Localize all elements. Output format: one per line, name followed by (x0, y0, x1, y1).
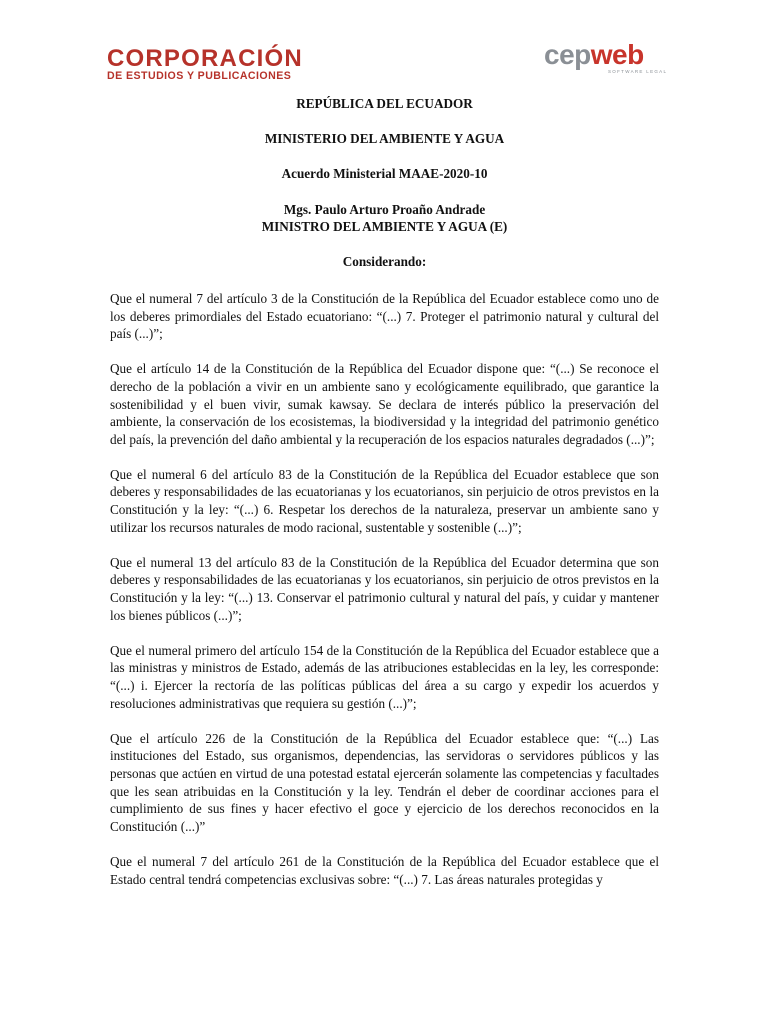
cepweb-logo-wordmark (544, 40, 644, 70)
heading-ministry: MINISTERIO DEL AMBIENTE Y AGUA (264, 131, 505, 147)
document-body (110, 95, 659, 888)
heading-republic: REPÚBLICA DEL ECUADOR (296, 96, 473, 111)
paragraph: Que el numeral 6 del artículo 83 de la Constitución de la República del Ecuador establece que son deberes y responsabilidades de las ecuatorianas y los ecuatorianos, sin perjuicio de otros previstos en la Constitución y la ley: “(...) 6. Respetar los derechos de la naturaleza, preservar un ambiente sano y utilizar los recursos naturales de modo racional, sustentable y sostenible (...)”; (110, 466, 659, 535)
corporacion-logo-title: CORPORACIÓN (107, 45, 303, 72)
paragraph: Que el numeral primero del artículo 154 de la Constitución de la República del Ecuador establece que a las ministras y ministros de Estado, además de las atribuciones establecidas en la ley, les corresponde: “(...) i. Ejercer la rectoría de las políticas públicas del área a su cargo y expedir los acuerdos y resoluciones administrativas que requiera su gestión (...)”; (110, 642, 659, 711)
heading-considering: Considerando: (342, 254, 427, 270)
signer-name: Mgs. Paulo Arturo Proaño Andrade (283, 201, 486, 217)
paragraph: Que el numeral 7 del artículo 261 de la Constitución de la República del Ecuador establece que el Estado central tendrá competencias exclusivas sobre: “(...) 7. Las áreas naturales protegidas y (110, 853, 659, 887)
paragraph: Que el numeral 13 del artículo 83 de la Constitución de la República del Ecuador determina que son deberes y responsabilidades de las ecuatorianas y los ecuatorianos, sin perjuicio de otros previstos en la Constitución y la ley: “(...) 13. Conservar el patrimonio cultural y natural del país, y cuidar y mantener los bienes públicos (...)”; (110, 554, 659, 623)
cepweb-logo-web: web (590, 39, 644, 70)
corporacion-logo-subtitle: DE ESTUDIOS Y PUBLICACIONES (107, 70, 292, 82)
cepweb-logo-tagline: SOFTWARE LEGAL (608, 69, 668, 74)
heading-agreement: Acuerdo Ministerial MAAE-2020-10 (281, 166, 488, 182)
cepweb-logo (544, 39, 670, 74)
cepweb-logo-cep: cep (544, 39, 591, 70)
page-header (0, 0, 768, 90)
paragraph: Que el artículo 226 de la Constitución de la República del Ecuador establece que: “(...) Las instituciones del Estado, sus organismos, dependencias, las servidoras o servidores públicos y las personas que actúen en virtud de una potestad estatal ejercerán solamente las competencias y facultades que les sean atribuidas en la Constitución y la ley. Tendrán el deber de coordinar acciones para el cumplimiento de sus fines y hacer efectivo el goce y ejercicio de los derechos reconocidos en la Constitución (...)” (110, 730, 659, 834)
signer-title: MINISTRO DEL AMBIENTE Y AGUA (E) (261, 219, 508, 235)
paragraph: Que el numeral 7 del artículo 3 de la Constitución de la República del Ecuador establece como uno de los deberes primordiales del Estado ecuatoriano: “(...) 7. Proteger el patrimonio natural y cultural del país (...)”; (110, 290, 659, 342)
corporacion-logo (107, 45, 303, 82)
paragraph: Que el artículo 14 de la Constitución de la República del Ecuador dispone que: “(...) Se reconoce el derecho de la población a vivir en un ambiente sano y ecológicamente equilibrado, que garantice la sostenibilidad y el buen vivir, sumak kawsay. Se declara de interés público la preservación del ambiente, la conservación de los ecosistemas, la biodiversidad y la integridad del patrimonio genético del país, la prevención del daño ambiental y la recuperación de los espacios naturales degradados (...)”; (110, 361, 659, 447)
